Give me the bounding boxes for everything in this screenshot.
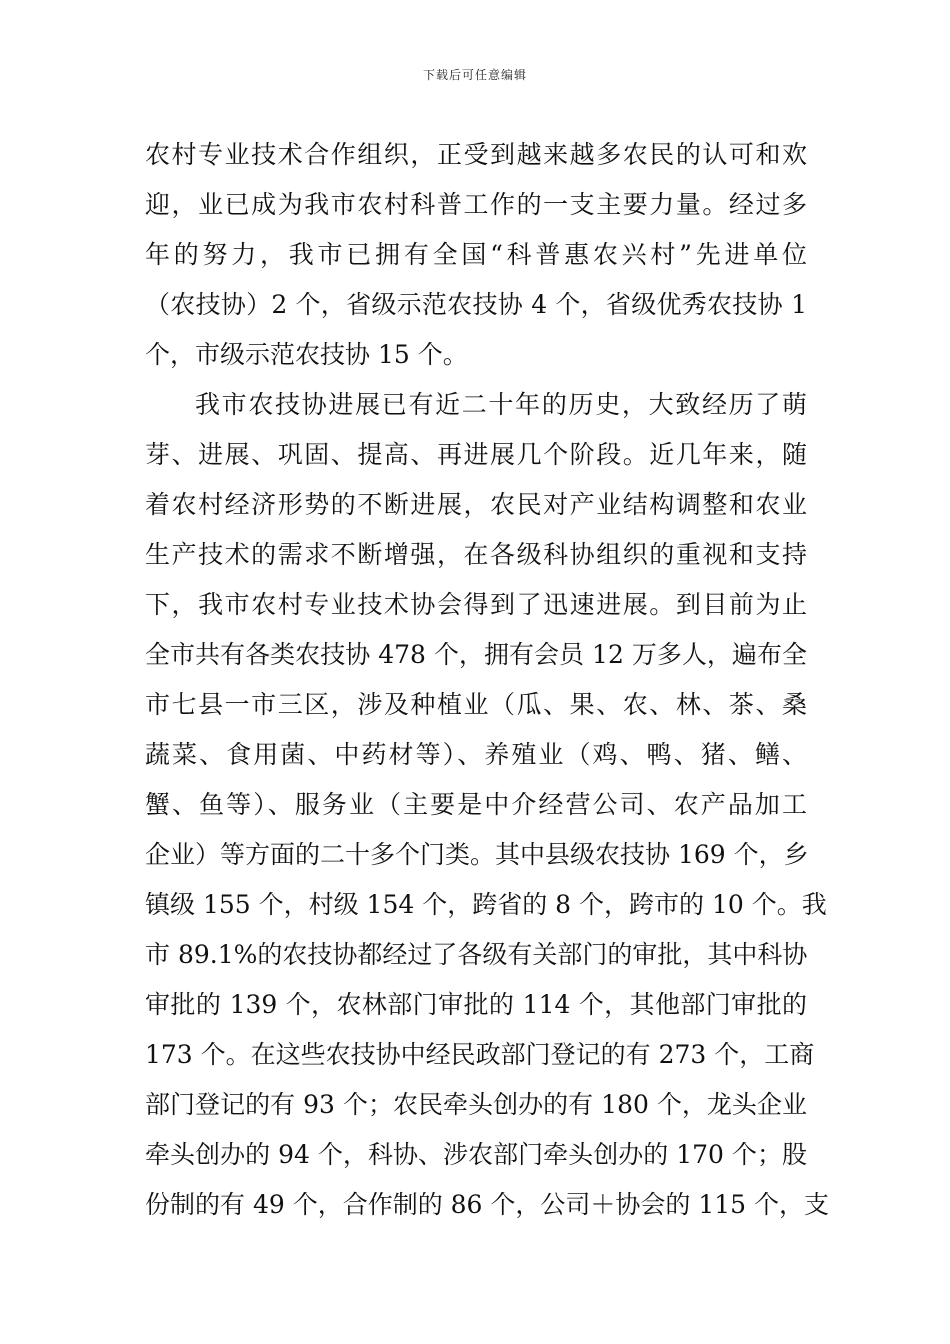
text-line: 着农村经济形势的不断进展，农民对产业结构调整和农业 (145, 490, 807, 519)
document-body (145, 130, 830, 1230)
text-line: （农技协）2 个，省级示范农技协 4 个，省级优秀农技协 1 (145, 290, 807, 319)
page-header: 下载后可任意编辑 (422, 68, 527, 82)
text-line: 我市农技协进展已有近二十年的历史，大致经历了萌 (195, 390, 807, 419)
text-line: 镇级 155 个，村级 154 个，跨省的 8 个，跨市的 10 个。我 (145, 890, 827, 919)
text-line: 生产技术的需求不断增强，在各级科协组织的重视和支持 (145, 540, 807, 569)
text-line: 牵头创办的 94 个，科协、涉农部门牵头创办的 170 个；股 (145, 1140, 807, 1169)
text-line: 芽、进展、巩固、提高、再进展几个阶段。近几年来，随 (145, 440, 807, 469)
paragraph-2 (145, 380, 830, 1230)
text-line: 农村专业技术合作组织，正受到越来越多农民的认可和欢 (145, 140, 807, 169)
paragraph-1 (145, 130, 807, 380)
text-line: 市七县一市三区，涉及种植业（瓜、果、农、林、茶、桑 (145, 690, 807, 719)
text-line: 份制的有 49 个，合作制的 86 个，公司＋协会的 115 个，支 (145, 1190, 830, 1219)
text-line: 市 89.1%的农技协都经过了各级有关部门的审批，其中科协 (145, 940, 808, 969)
text-line: 蟹、鱼等）、服务业（主要是中介经营公司、农产品加工 (145, 790, 807, 819)
text-line: 审批的 139 个，农林部门审批的 114 个，其他部门审批的 (145, 990, 807, 1019)
text-line: 部门登记的有 93 个；农民牵头创办的有 180 个，龙头企业 (145, 1090, 807, 1119)
text-line: 年的努力，我市已拥有全国“科普惠农兴村”先进单位 (145, 240, 807, 269)
text-line: 全市共有各类农技协 478 个，拥有会员 12 万多人，遍布全 (145, 640, 807, 669)
text-line: 迎，业已成为我市农村科普工作的一支主要力量。经过多 (145, 190, 807, 219)
text-line: 个，市级示范农技协 15 个。 (145, 340, 468, 369)
text-line: 下，我市农村专业技术协会得到了迅速进展。到目前为止 (145, 590, 807, 619)
text-line: 173 个。在这些农技协中经民政部门登记的有 273 个，工商 (145, 1040, 815, 1069)
text-line: 蔬菜、食用菌、中药材等）、养殖业（鸡、鸭、猪、鳝、 (145, 740, 807, 769)
text-line: 企业）等方面的二十多个门类。其中县级农技协 169 个，乡 (145, 840, 809, 869)
